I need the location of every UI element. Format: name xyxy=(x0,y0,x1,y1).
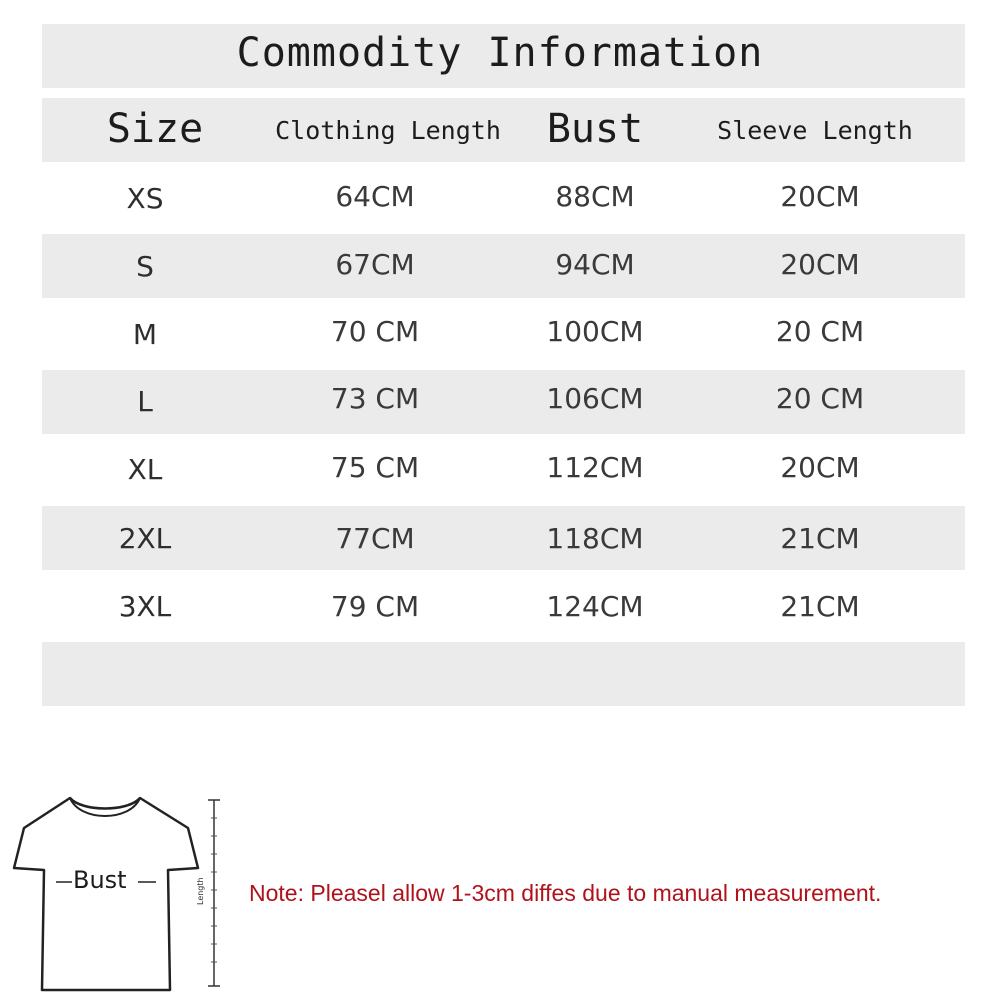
header-bust: Bust xyxy=(546,106,644,152)
sleeve-length-cell: 20CM xyxy=(780,248,860,281)
clothing-length-cell: 64CM xyxy=(335,180,415,213)
bust-label: Bust xyxy=(73,866,127,894)
size-cell: M xyxy=(132,318,158,351)
size-cell: 3XL xyxy=(118,590,172,623)
clothing-length-cell: 77CM xyxy=(335,522,415,555)
header-clothing-length: Clothing Length xyxy=(275,116,501,145)
bust-cell: 112CM xyxy=(546,451,644,484)
bust-cell: 118CM xyxy=(546,522,644,555)
measurement-note: Note: Pleasel allow 1-3cm diffes due to manual measurement. xyxy=(249,880,882,906)
sleeve-length-cell: 21CM xyxy=(780,522,860,555)
sleeve-length-cell: 21CM xyxy=(780,590,860,623)
tshirt-outline xyxy=(14,798,198,990)
clothing-length-cell: 79 CM xyxy=(330,590,420,623)
row-band xyxy=(42,642,965,706)
size-cell: L xyxy=(137,385,153,418)
clothing-length-cell: 73 CM xyxy=(330,382,420,415)
sleeve-length-cell: 20CM xyxy=(780,180,860,213)
sleeve-length-cell: 20 CM xyxy=(775,315,865,348)
bust-cell: 88CM xyxy=(555,180,635,213)
bust-cell: 124CM xyxy=(546,590,644,623)
bust-cell: 100CM xyxy=(546,315,644,348)
header-size: Size xyxy=(106,106,204,152)
size-cell: XS xyxy=(126,182,164,215)
sleeve-length-cell: 20CM xyxy=(780,451,860,484)
bust-cell: 94CM xyxy=(555,248,635,281)
clothing-length-cell: 70 CM xyxy=(330,315,420,348)
size-cell: XL xyxy=(127,453,163,486)
page-title: Commodity Information xyxy=(236,30,764,76)
size-cell: 2XL xyxy=(118,522,172,555)
sleeve-length-cell: 20 CM xyxy=(775,382,865,415)
clothing-length-cell: 75 CM xyxy=(330,451,420,484)
length-label: Length xyxy=(196,877,205,905)
bust-cell: 106CM xyxy=(546,382,644,415)
header-sleeve-length: Sleeve Length xyxy=(717,116,913,145)
size-cell: S xyxy=(136,250,154,283)
clothing-length-cell: 67CM xyxy=(335,248,415,281)
length-ruler xyxy=(204,798,224,988)
